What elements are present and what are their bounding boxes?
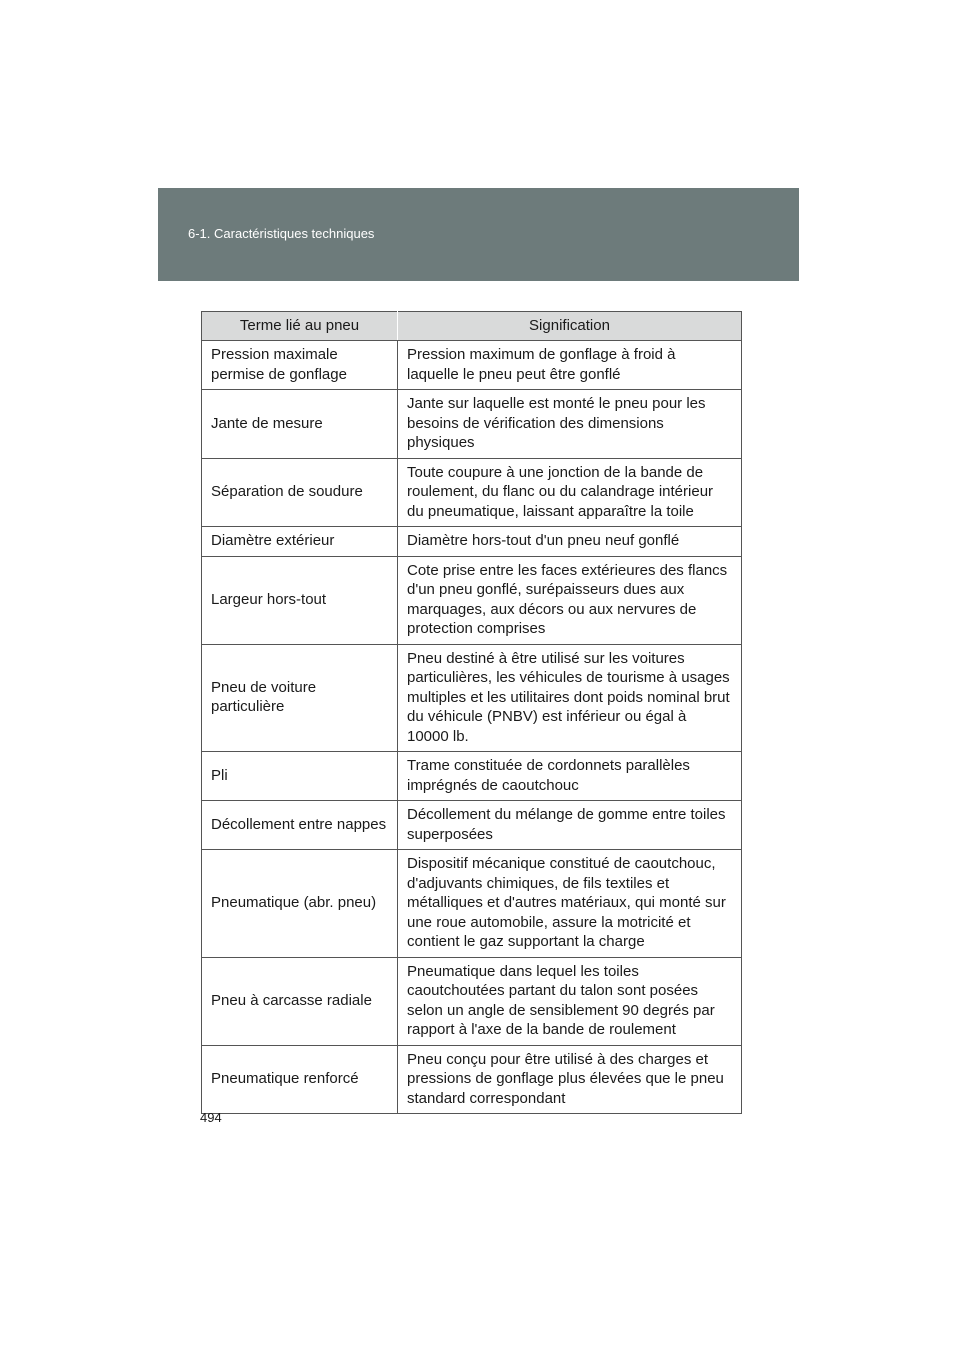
column-header-meaning: Signification — [398, 312, 742, 341]
term-cell: Pneumatique (abr. pneu) — [202, 850, 398, 958]
table-row — [202, 957, 742, 1045]
meaning-cell: Diamètre hors-tout d'un pneu neuf gonflé — [398, 527, 742, 557]
term-cell: Pli — [202, 752, 398, 801]
meaning-cell: Pneu conçu pour être utilisé à des charges et pressions de gonflage plus élevées que le pneu standard correspondant — [398, 1045, 742, 1114]
term-cell: Séparation de soudure — [202, 458, 398, 527]
term-cell: Jante de mesure — [202, 390, 398, 459]
term-cell: Pneu de voiture particulière — [202, 644, 398, 752]
term-cell: Décollement entre nappes — [202, 801, 398, 850]
term-cell: Pression maximale permise de gonflage — [202, 341, 398, 390]
column-header-term: Terme lié au pneu — [202, 312, 398, 341]
table-row — [202, 527, 742, 557]
table-row — [202, 390, 742, 459]
table-row — [202, 341, 742, 390]
table-row — [202, 556, 742, 644]
meaning-cell: Toute coupure à une jonction de la bande de roulement, du flanc ou du calandrage intérieur du pneumatique, laissant apparaître la toile — [398, 458, 742, 527]
table-row — [202, 752, 742, 801]
meaning-cell: Cote prise entre les faces extérieures des flancs d'un pneu gonflé, surépaisseurs dues aux marquages, aux décors ou aux nervures de protection comprises — [398, 556, 742, 644]
table-row — [202, 801, 742, 850]
table-row — [202, 850, 742, 958]
meaning-cell: Pneu destiné à être utilisé sur les voitures particulières, les véhicules de tourisme à usages multiples et les utilitaires dont poids nominal brut du véhicule (PNBV) est inférieur ou égal à 10000 lb. — [398, 644, 742, 752]
meaning-cell: Dispositif mécanique constitué de caoutchouc, d'adjuvants chimiques, de fils textiles et métalliques et d'autres matériaux, qui monté sur une roue automobile, assure la motricité et contient le gaz supportant la charge — [398, 850, 742, 958]
section-header-band — [158, 188, 799, 281]
table-row — [202, 1045, 742, 1114]
term-cell: Diamètre extérieur — [202, 527, 398, 557]
table-row — [202, 644, 742, 752]
table-header-row — [202, 312, 742, 341]
term-cell: Pneumatique renforcé — [202, 1045, 398, 1114]
table-row — [202, 458, 742, 527]
meaning-cell: Décollement du mélange de gomme entre toiles superposées — [398, 801, 742, 850]
meaning-cell: Pression maximum de gonflage à froid à laquelle le pneu peut être gonflé — [398, 341, 742, 390]
term-cell: Pneu à carcasse radiale — [202, 957, 398, 1045]
meaning-cell: Pneumatique dans lequel les toiles caoutchoutées partant du talon sont posées selon un angle de sensiblement 90 degrés par rapport à l'axe de la bande de roulement — [398, 957, 742, 1045]
term-cell: Largeur hors-tout — [202, 556, 398, 644]
meaning-cell: Trame constituée de cordonnets parallèles imprégnés de caoutchouc — [398, 752, 742, 801]
tire-terms-table — [201, 311, 742, 1114]
section-title: 6-1. Caractéristiques techniques — [188, 226, 375, 241]
meaning-cell: Jante sur laquelle est monté le pneu pour les besoins de vérification des dimensions physiques — [398, 390, 742, 459]
page-number: 494 — [200, 1110, 222, 1125]
